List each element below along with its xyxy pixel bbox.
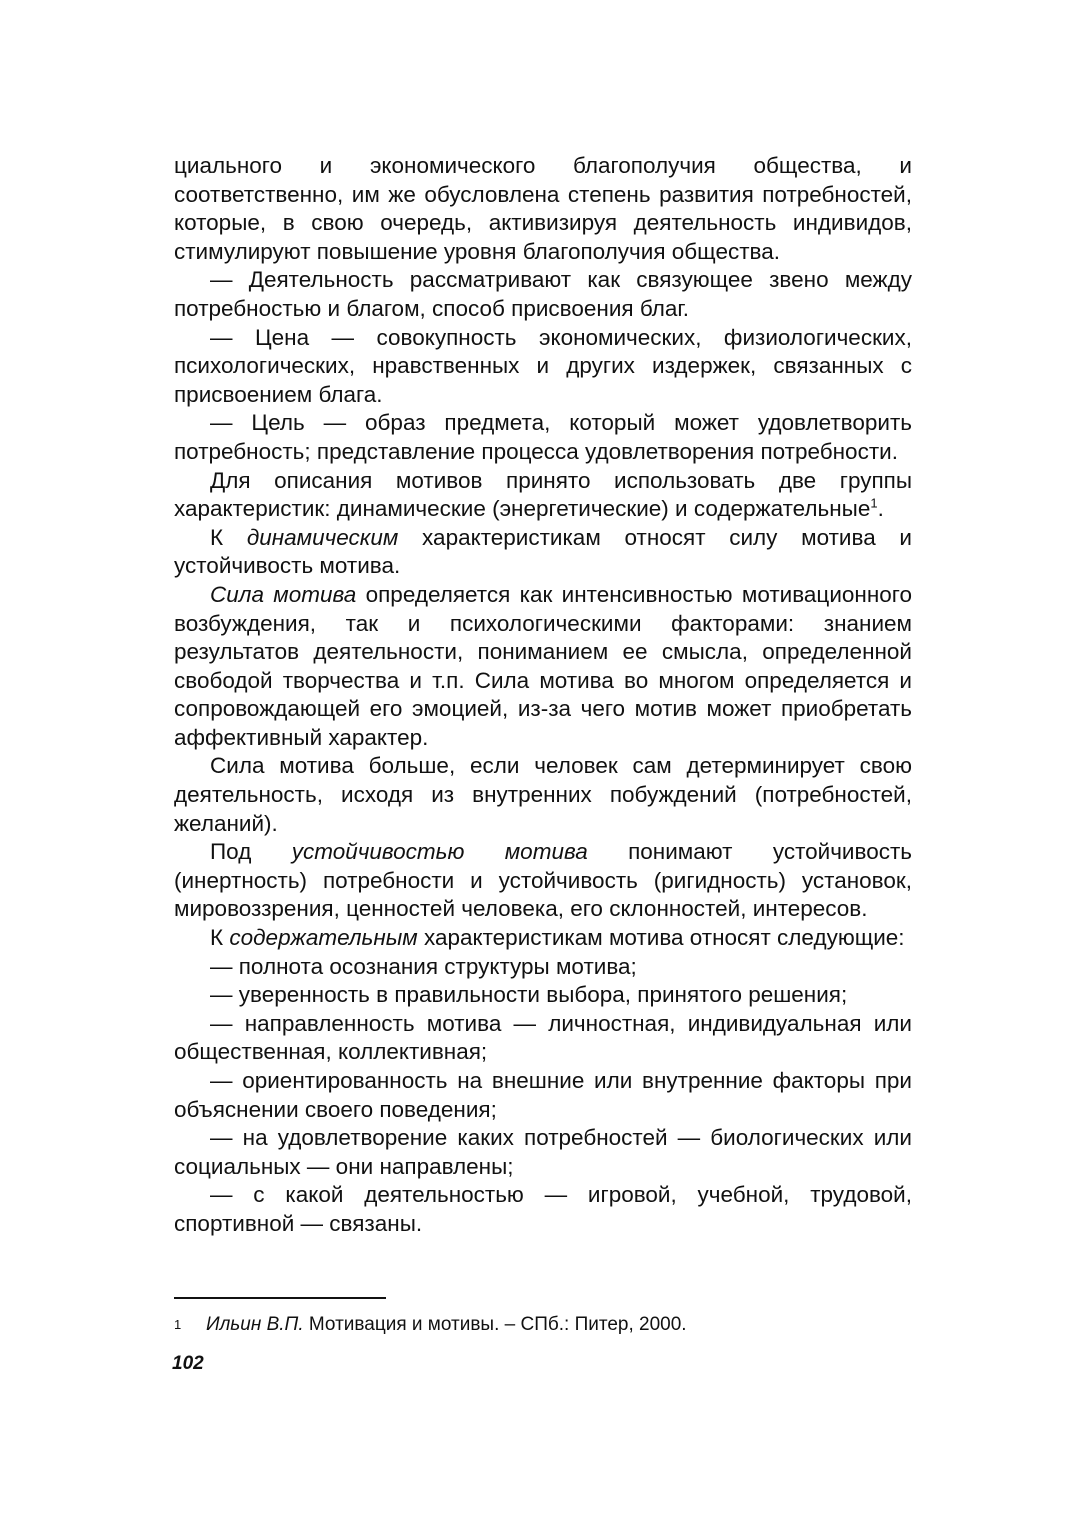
footnote-reference[interactable]: 1 — [870, 495, 878, 511]
footnote-text: Мотивация и мотивы. – СПб.: Питер, 2000. — [303, 1314, 687, 1335]
footnote-divider — [174, 1297, 386, 1299]
paragraph-text: . — [877, 496, 884, 522]
paragraph-text: понимают устойчивость (инертность) потребности и устойчивость (ригидность) установок, мировоззрения, ценностей человека, его склонностей, интересов. — [174, 839, 912, 922]
body-text — [174, 152, 912, 1239]
paragraph — [174, 838, 912, 924]
emphasis-term: Сила мотива — [210, 581, 357, 607]
paragraph — [174, 924, 912, 953]
paragraph: — Цель — образ предмета, который может удовлетворить потребность; представление процесса удовлетворения потребности. — [174, 410, 912, 464]
paragraph: Сила мотива больше, если человек сам детерминирует свою деятельность, исходя из внутренних побуждений (потребностей, желаний). — [174, 753, 912, 836]
paragraph — [174, 524, 912, 581]
paragraph-text: К — [210, 925, 230, 951]
paragraph-text: К — [210, 524, 247, 550]
list-item: — ориентированность на внешние или внутренние факторы при объяснении своего поведения; — [174, 1068, 912, 1122]
emphasis-term: динамическим — [246, 524, 399, 550]
footnote — [174, 1313, 912, 1337]
paragraph-text: Для описания мотивов принято использовать две группы характеристик: динамические (энергетические) и содержательные — [174, 467, 912, 522]
paragraph — [174, 581, 912, 753]
emphasis-term: устойчивостью мотива — [291, 839, 588, 865]
page-number: 102 — [172, 1353, 204, 1374]
paragraph-text: Под — [210, 839, 292, 865]
paragraph-text: определяется как интенсивностью мотивационного возбуждения, так и психологическими факторами: знанием результатов деятельности, пониманием ее смысла, определенной свободой творчества и т.п. Сила мотива во многом определяется и сопровождающей его эмоцией, из-за чего мотив может приобретать аффективный характер. — [174, 581, 912, 750]
paragraph: — Цена — совокупность экономических, физиологических, психологических, нравственных и других издержек, связанных с присвоением блага. — [174, 324, 912, 407]
paragraph: — Деятельность рассматривают как связующее звено между потребностью и благом, способ присвоения благ. — [174, 267, 912, 321]
paragraph-text: характеристикам относят силу мотива и устойчивость мотива. — [174, 524, 912, 579]
footnote-author: Ильин В.П. — [206, 1314, 304, 1335]
paragraph-text: характеристикам мотива относят следующие: — [417, 925, 905, 951]
footnote-mark: 1 — [174, 1317, 182, 1332]
list-item: — с какой деятельностью — игровой, учебной, трудовой, спортивной — связаны. — [174, 1182, 912, 1236]
list-item: — уверенность в правильности выбора, принятого решения; — [210, 982, 848, 1008]
paragraph: циального и экономического благополучия общества, и соответственно, им же обусловлена степень развития потребностей, которые, в свою очередь, активизируя деятельность индивидов, стимулируют повышение уровня благополучия общества. — [174, 153, 912, 264]
emphasis-term: содержательным — [229, 925, 418, 951]
list-item: — на удовлетворение каких потребностей — биологических или социальных — они направлены; — [174, 1125, 912, 1179]
paragraph — [174, 467, 912, 524]
list-item: — направленность мотива — личностная, индивидуальная или общественная, коллективная; — [174, 1010, 912, 1065]
list-item: — полнота осознания структуры мотива; — [210, 953, 637, 979]
